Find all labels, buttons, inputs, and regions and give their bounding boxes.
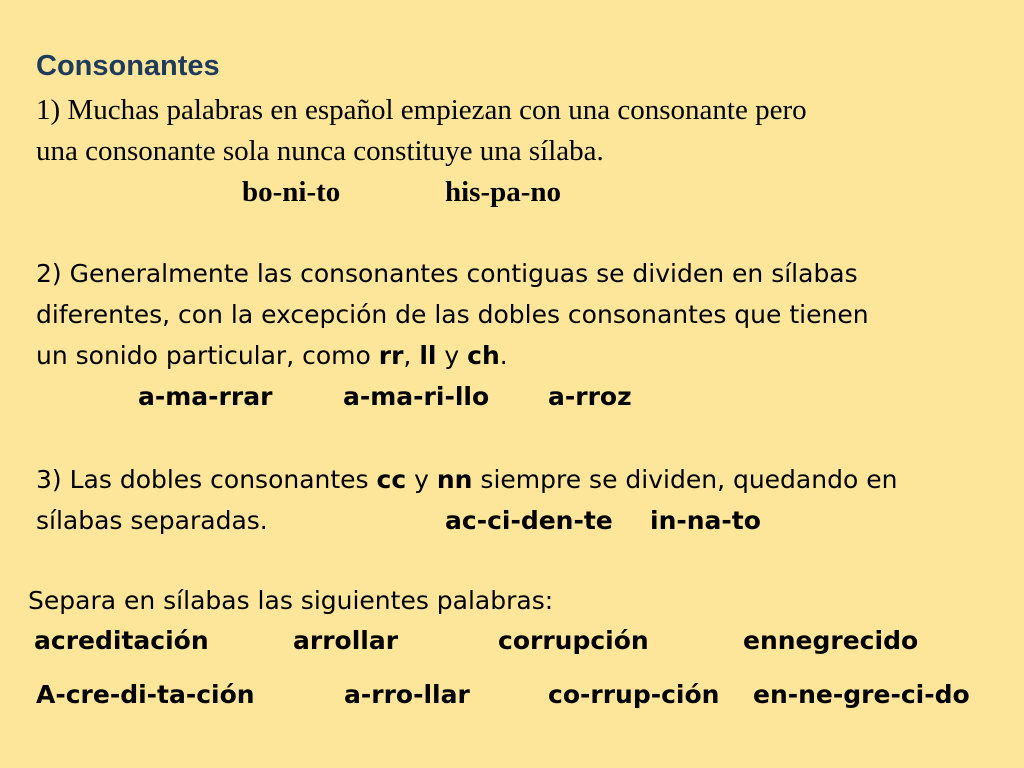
rule-1-line-1: 1) Muchas palabras en español empiezan con una consonante pero [36,94,807,126]
example-word: a-rroz [548,382,632,411]
slide-title: Consonantes [36,50,220,82]
exercise-words [0,620,1024,661]
rule-2-line-3 [36,335,508,376]
example-word: a-ma-rrar [138,382,273,411]
rule-3-examples [0,500,1024,541]
example-word: his-pa-no [445,176,562,208]
example-word: in-na-to [650,506,761,535]
example-word: ac-ci-den-te [445,506,613,535]
highlight-ll: ll [419,341,437,370]
exercise-answer: en-ne-gre-ci-do [753,680,970,709]
rule-2-line-2: diferentes, con la excepción de las dobles consonantes que tienen [36,300,869,329]
exercise-answers [0,674,1024,715]
example-word: bo-ni-to [242,176,341,208]
exercise-answer: a-rro-llar [344,680,470,709]
highlight-nn: nn [436,465,473,494]
rule-3-line-1 [36,459,897,500]
rule-2-line-1: 2) Generalmente las consonantes contiguas se dividen en sílabas [36,259,858,288]
highlight-ch: ch [467,341,500,370]
highlight-rr: rr [378,341,404,370]
text-run: , [403,341,420,370]
example-word: a-ma-ri-llo [343,382,490,411]
exercise-answer: A-cre-di-ta-ción [36,680,255,709]
exercise-prompt: Separa en sílabas las siguientes palabras: [28,586,554,615]
text-run: y [406,465,437,494]
exercise-answer: co-rrup-ción [548,680,720,709]
rule-1-examples [0,172,1024,212]
highlight-cc: cc [376,465,407,494]
exercise-word: arrollar [293,626,399,655]
text-run: un sonido particular, como [36,341,379,370]
rule-3-line-2: sílabas separadas. [36,506,268,535]
text-run: y [436,341,468,370]
text-run: . [499,341,508,370]
exercise-word: acreditación [34,626,209,655]
exercise-word: corrupción [498,626,649,655]
rule-2-examples [0,376,1024,417]
text-run: siempre se dividen, quedando en [472,465,898,494]
text-run: 3) Las dobles consonantes [36,465,377,494]
rule-1-line-2: una consonante sola nunca constituye una sílaba. [36,135,604,167]
exercise-word: ennegrecido [743,626,919,655]
